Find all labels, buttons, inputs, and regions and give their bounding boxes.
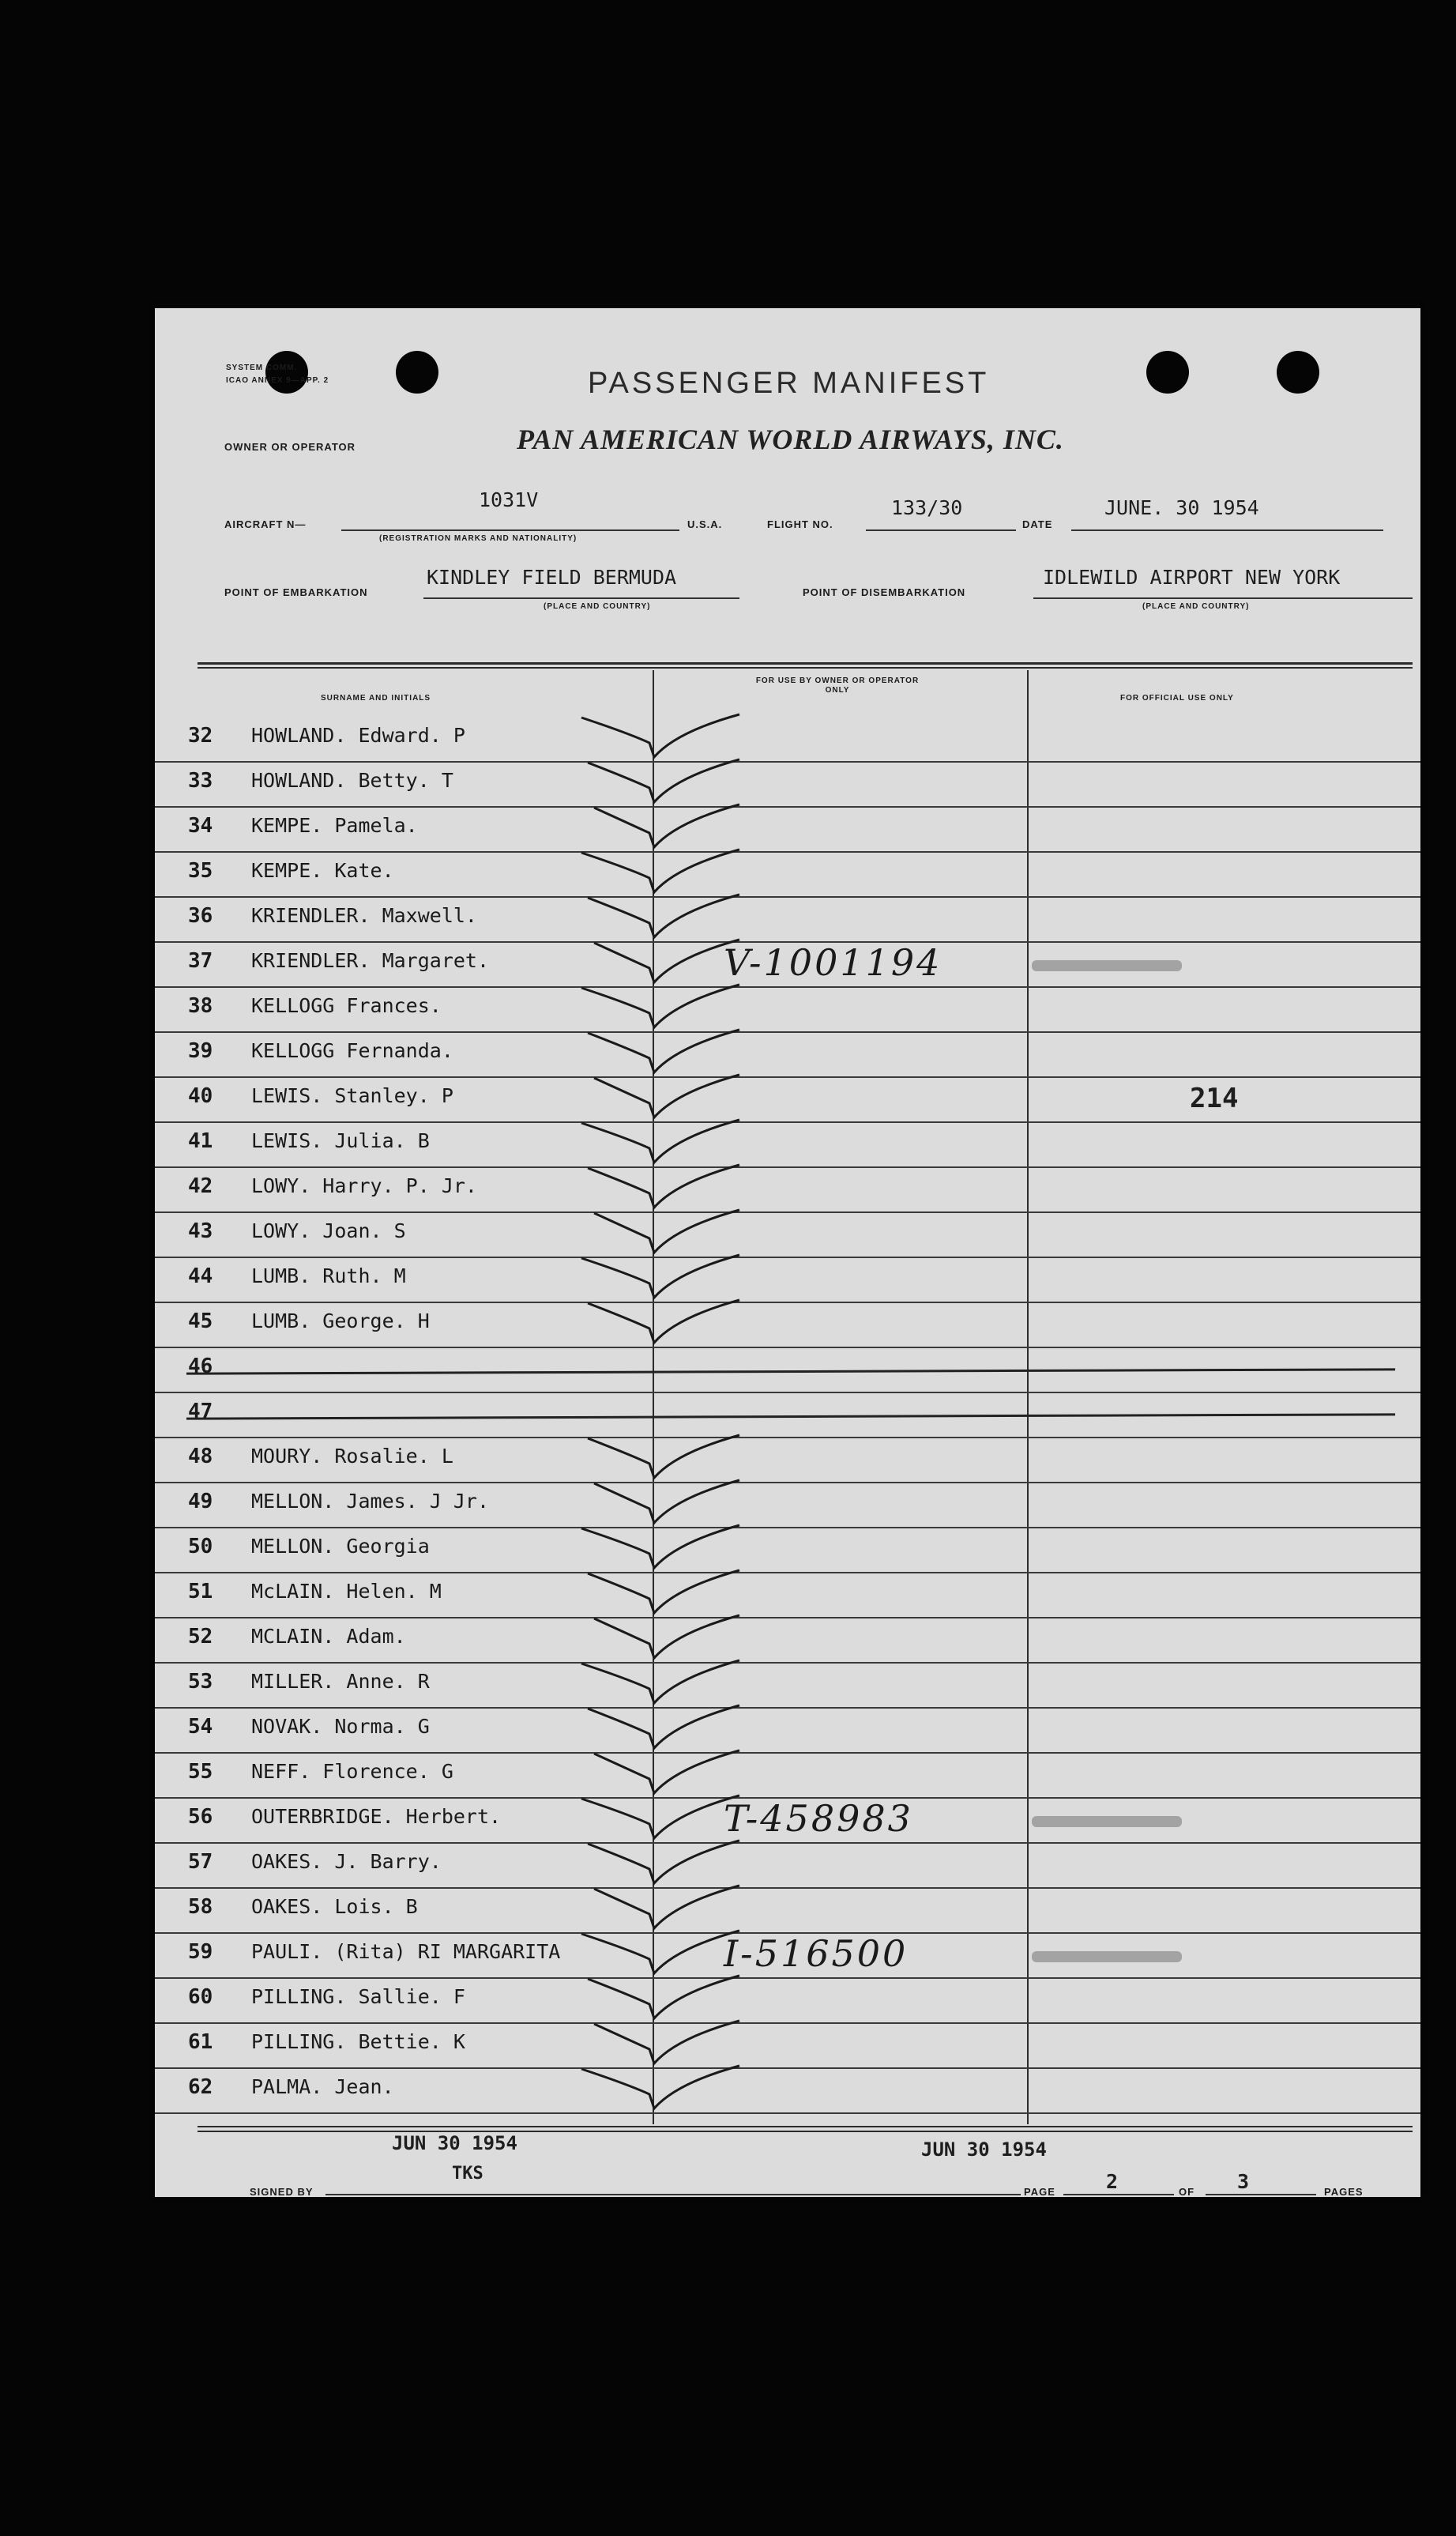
row-number: 43: [188, 1219, 213, 1243]
row-number: 36: [188, 904, 213, 928]
passenger-name: KRIENDLER. Maxwell.: [251, 904, 477, 927]
owner-note: T-458983: [724, 1797, 913, 1840]
flight-number: 133/30: [891, 496, 963, 519]
passenger-name: KRIENDLER. Margaret.: [251, 949, 490, 972]
row-number: 53: [188, 1670, 213, 1694]
passenger-name: KELLOGG Fernanda.: [251, 1039, 453, 1062]
owner-note: I-516500: [724, 1932, 909, 1975]
strike-through-line: [186, 1368, 1395, 1374]
col-header-owner: FOR USE BY OWNER OR OPERATOR ONLY: [755, 676, 920, 695]
row-number: 52: [188, 1625, 213, 1649]
row-number: 56: [188, 1805, 213, 1829]
punch-hole: [265, 351, 308, 394]
form-ref-line1: SYSTEM COMM.: [226, 364, 298, 372]
table-row: [155, 1392, 1420, 1438]
signed-by: TKS: [452, 2164, 483, 2184]
row-number: 58: [188, 1895, 213, 1919]
strike-through-line: [186, 1413, 1395, 1419]
punch-hole: [1277, 351, 1319, 394]
place-note-embark: (PLACE AND COUNTRY): [544, 602, 651, 611]
airline-name: PAN AMERICAN WORLD AIRWAYS, INC.: [517, 424, 1064, 455]
row-number: 46: [188, 1355, 213, 1378]
passenger-name: KELLOGG Frances.: [251, 994, 442, 1017]
date-stamp-left: JUN 30 1954: [392, 2132, 517, 2154]
row-number: 47: [188, 1400, 213, 1423]
passenger-name: NOVAK. Norma. G: [251, 1715, 430, 1738]
passenger-name: PILLING. Sallie. F: [251, 1985, 465, 2008]
table-row: [155, 1617, 1420, 1664]
table-row: [155, 761, 1420, 808]
punch-hole: [1146, 351, 1189, 394]
table-row: [155, 851, 1420, 898]
passenger-name: PALMA. Jean.: [251, 2075, 394, 2098]
table-row: [155, 1121, 1420, 1168]
passenger-name: LEWIS. Stanley. P: [251, 1084, 453, 1107]
table-row: [155, 986, 1420, 1033]
table-row: [155, 1482, 1420, 1528]
row-number: 44: [188, 1264, 213, 1288]
signed-label: SIGNED BY: [250, 2186, 314, 2198]
row-number: 39: [188, 1039, 213, 1063]
row-number: 54: [188, 1715, 213, 1739]
table-row: [155, 806, 1420, 853]
passenger-name: MELLON. James. J Jr.: [251, 1490, 490, 1513]
table-row: [155, 1031, 1420, 1078]
passenger-name: LOWY. Harry. P. Jr.: [251, 1174, 477, 1197]
passenger-name: LOWY. Joan. S: [251, 1219, 406, 1242]
passenger-name: PAULI. (Rita) RI MARGARITA: [251, 1940, 561, 1963]
row-number: 59: [188, 1940, 213, 1964]
aircraft-number: 1031V: [479, 488, 539, 511]
flight-date: JUNE. 30 1954: [1104, 496, 1259, 519]
table-row: [155, 1437, 1420, 1483]
table-row: [155, 1887, 1420, 1934]
row-number: 40: [188, 1084, 213, 1108]
row-number: 55: [188, 1760, 213, 1784]
passenger-name: MILLER. Anne. R: [251, 1670, 430, 1693]
row-number: 42: [188, 1174, 213, 1198]
owner-label: OWNER OR OPERATOR: [224, 441, 356, 453]
table-row: [155, 716, 1420, 763]
row-number: 48: [188, 1445, 213, 1468]
table-row: [155, 1932, 1420, 1979]
row-number: 38: [188, 994, 213, 1018]
pages-label: PAGES: [1324, 2186, 1364, 2198]
table-row: [155, 1527, 1420, 1573]
official-note: 214: [1190, 1083, 1239, 1114]
place-note-disembark: (PLACE AND COUNTRY): [1142, 602, 1250, 611]
page-title: PASSENGER MANIFEST: [588, 367, 990, 400]
passenger-name: KEMPE. Kate.: [251, 859, 394, 882]
form-ref-line2: ICAO ANNEX 9—APP. 2: [226, 376, 329, 385]
table-row: [155, 1797, 1420, 1844]
table-row: [155, 1347, 1420, 1393]
table-row: [155, 1977, 1420, 2024]
date-stamp-right: JUN 30 1954: [921, 2138, 1047, 2161]
row-number: 41: [188, 1129, 213, 1153]
passenger-name: NEFF. Florence. G: [251, 1760, 453, 1783]
row-number: 32: [188, 724, 213, 748]
disembark-place: IDLEWILD AIRPORT NEW YORK: [1043, 566, 1341, 589]
row-number: 35: [188, 859, 213, 883]
row-number: 50: [188, 1535, 213, 1558]
owner-note: V-1001194: [724, 941, 942, 984]
embark-place: KINDLEY FIELD BERMUDA: [427, 566, 677, 589]
table-row: [155, 1842, 1420, 1889]
table-row: [155, 1166, 1420, 1213]
passenger-name: LUMB. Ruth. M: [251, 1264, 406, 1287]
page-label: PAGE: [1024, 2186, 1055, 2198]
flight-label: FLIGHT NO.: [767, 518, 833, 530]
passenger-name: OUTERBRIDGE. Herbert.: [251, 1805, 502, 1828]
table-row: [155, 896, 1420, 943]
passenger-name: KEMPE. Pamela.: [251, 814, 418, 837]
row-number: 60: [188, 1985, 213, 2009]
table-row: [155, 2067, 1420, 2114]
table-row: [155, 2022, 1420, 2069]
manifest-sheet: [155, 308, 1420, 2197]
row-number: 62: [188, 2075, 213, 2099]
col-header-official: FOR OFFICIAL USE ONLY: [1120, 694, 1234, 703]
row-number: 57: [188, 1850, 213, 1874]
embark-label: POINT OF EMBARKATION: [224, 586, 368, 598]
usa-label: U.S.A.: [687, 518, 723, 530]
ink-smudge: [1032, 1816, 1182, 1827]
row-number: 51: [188, 1580, 213, 1603]
row-number: 61: [188, 2030, 213, 2054]
passenger-name: PILLING. Bettie. K: [251, 2030, 465, 2053]
disembark-label: POINT OF DISEMBARKATION: [803, 586, 966, 598]
table-row: [155, 941, 1420, 988]
ink-smudge: [1032, 1951, 1182, 1962]
row-number: 49: [188, 1490, 213, 1513]
table-row: [155, 1211, 1420, 1258]
passenger-name: MELLON. Georgia: [251, 1535, 430, 1558]
row-number: 33: [188, 769, 213, 793]
row-number: 34: [188, 814, 213, 838]
row-number: 37: [188, 949, 213, 973]
ink-smudge: [1032, 960, 1182, 971]
passenger-name: OAKES. Lois. B: [251, 1895, 418, 1918]
of-label: OF: [1179, 2186, 1195, 2198]
passenger-name: LEWIS. Julia. B: [251, 1129, 430, 1152]
registration-note: (REGISTRATION MARKS AND NATIONALITY): [379, 534, 578, 543]
page-total: 3: [1237, 2170, 1250, 2193]
table-row: [155, 1572, 1420, 1618]
col-header-name: SURNAME AND INITIALS: [321, 694, 431, 703]
passenger-name: OAKES. J. Barry.: [251, 1850, 442, 1873]
punch-hole: [396, 351, 438, 394]
table-row: [155, 1752, 1420, 1799]
passenger-name: McLAIN. Helen. M: [251, 1580, 442, 1603]
aircraft-label: AIRCRAFT N—: [224, 518, 307, 530]
table-row: [155, 1662, 1420, 1709]
passenger-name: HOWLAND. Betty. T: [251, 769, 453, 792]
page-number: 2: [1106, 2170, 1119, 2193]
table-row: [155, 1707, 1420, 1754]
date-label: DATE: [1022, 518, 1053, 530]
passenger-name: MOURY. Rosalie. L: [251, 1445, 453, 1468]
passenger-name: LUMB. George. H: [251, 1309, 430, 1332]
table-row: [155, 1257, 1420, 1303]
row-number: 45: [188, 1309, 213, 1333]
table-row: [155, 1302, 1420, 1348]
table-row: [155, 1076, 1420, 1123]
passenger-name: HOWLAND. Edward. P: [251, 724, 465, 747]
passenger-name: MCLAIN. Adam.: [251, 1625, 406, 1648]
